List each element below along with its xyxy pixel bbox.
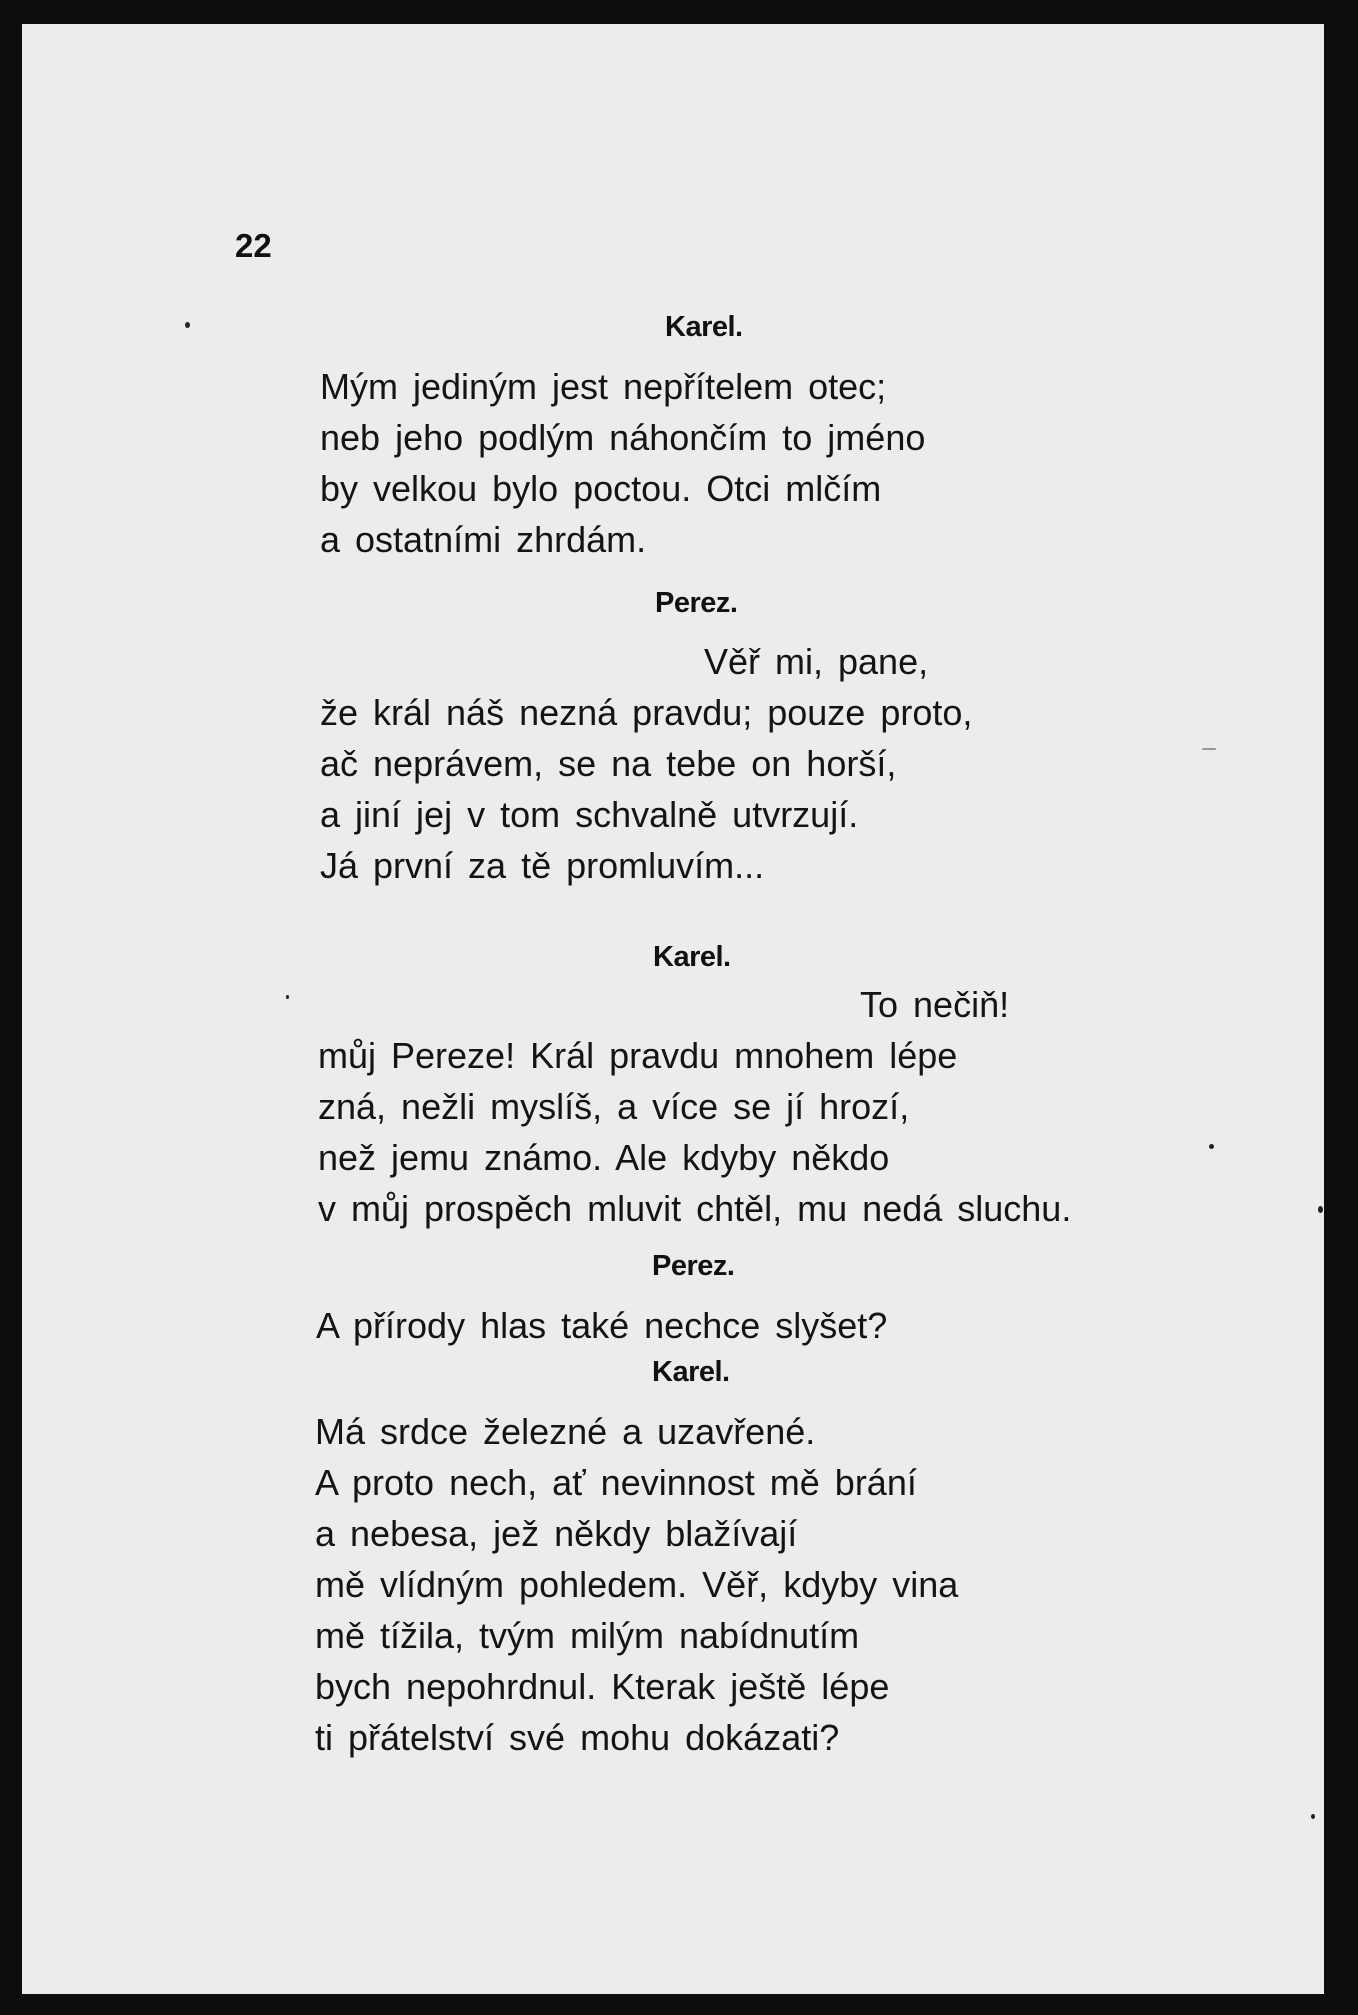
book-page [22, 24, 1324, 1994]
speaker-name: Perez. [652, 1250, 735, 1282]
verse-block [316, 1300, 887, 1351]
verse-line: zná, nežli myslíš, a více se jí hrozí, [318, 1086, 910, 1127]
verse-line: Věř mi, pane, [704, 641, 929, 682]
speaker-name: Karel. [652, 1356, 730, 1388]
speaker-name: Karel. [665, 311, 743, 343]
verse-line: To nečiň! [860, 984, 1010, 1025]
verse-line: Já první za tě promluvím... [320, 845, 765, 886]
ink-speck [185, 322, 190, 328]
verse-line: A proto nech, ať nevinnost mě brání [315, 1462, 917, 1503]
ink-speck [1311, 1814, 1315, 1819]
verse-block [320, 636, 972, 891]
speaker-name: Karel. [653, 941, 731, 973]
verse-line: a ostatními zhrdám. [320, 519, 647, 560]
verse-block [318, 979, 1071, 1234]
verse-block [320, 361, 925, 565]
verse-line: mě tížila, tvým milým nabídnutím [315, 1615, 860, 1656]
verse-line: ač neprávem, se na tebe on horší, [320, 743, 897, 784]
ink-speck [1318, 1206, 1323, 1213]
ink-speck [1209, 1144, 1214, 1149]
page-number: 22 [235, 227, 272, 264]
verse-line: že král náš nezná pravdu; pouze proto, [320, 692, 973, 733]
verse-line: můj Pereze! Král pravdu mnohem lépe [318, 1035, 958, 1076]
verse-line: Mým jediným jest nepřítelem otec; [320, 366, 887, 407]
verse-line: A přírody hlas také nechce slyšet? [316, 1305, 888, 1346]
verse-line: bych nepohrdnul. Kterak ještě lépe [315, 1666, 890, 1707]
verse-line: v můj prospěch mluvit chtěl, mu nedá sluchu. [318, 1188, 1072, 1229]
speaker-name: Perez. [655, 587, 738, 619]
verse-line: Má srdce železné a uzavřené. [315, 1411, 816, 1452]
verse-line: mě vlídným pohledem. Věř, kdyby vina [315, 1564, 959, 1605]
verse-line: než jemu známo. Ale kdyby někdo [318, 1137, 890, 1178]
ink-speck [1202, 748, 1216, 750]
verse-line: by velkou bylo poctou. Otci mlčím [320, 468, 882, 509]
ink-speck [286, 995, 289, 999]
verse-line: ti přátelství své mohu dokázati? [315, 1717, 840, 1758]
verse-line: a nebesa, jež někdy blažívají [315, 1513, 798, 1554]
verse-block [315, 1406, 958, 1763]
verse-line: neb jeho podlým náhončím to jméno [320, 417, 926, 458]
verse-line: a jiní jej v tom schvalně utvrzují. [320, 794, 859, 835]
